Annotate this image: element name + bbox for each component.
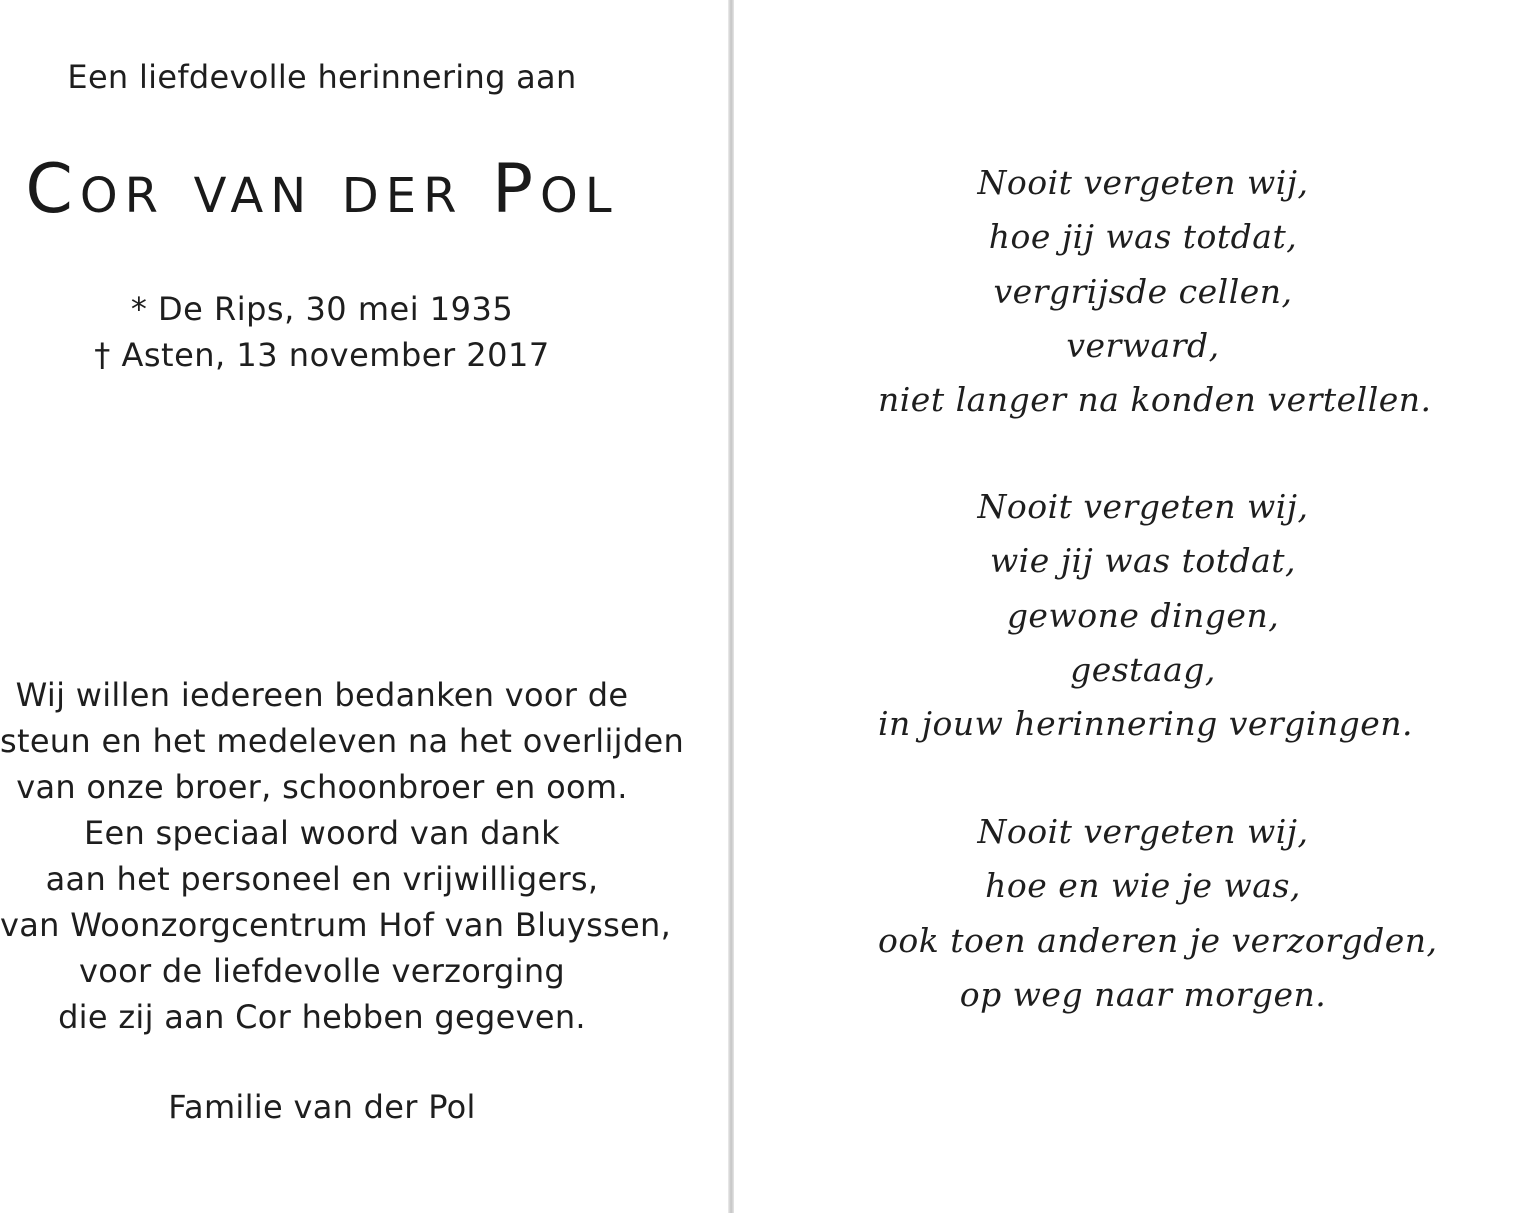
- life-dates: [0, 286, 644, 378]
- poem-line: ook toen anderen je verzorgden,: [878, 920, 1438, 960]
- thanks-line: aan het personeel en vrijwilligers,: [45, 860, 599, 898]
- poem-line: Nooit vergeten wij,: [977, 812, 1309, 851]
- thanks-line: steun en het medeleven na het overlijden: [0, 722, 685, 760]
- poem-stanza-2: [878, 480, 1414, 751]
- poem-stanza-1: [878, 156, 1432, 427]
- left-panel: [0, 0, 726, 1213]
- poem-line: verward,: [1066, 325, 1220, 365]
- card-fold-line: [728, 0, 734, 1213]
- poem-line: Nooit vergeten wij,: [977, 487, 1309, 526]
- deceased-name: Cor van der Pol: [25, 150, 619, 229]
- poem-stanza-3: [878, 805, 1438, 1022]
- poem-line: hoe jij was totdat,: [988, 217, 1298, 257]
- poem-line: hoe en wie je was,: [985, 866, 1301, 906]
- thanks-line: Een speciaal woord van dank: [83, 814, 561, 852]
- poem-line: op weg naar morgen.: [959, 974, 1327, 1014]
- birth-line: * De Rips, 30 mei 1935: [130, 290, 514, 328]
- poem-line: in jouw herinnering vergingen.: [878, 704, 1414, 744]
- intro-text: Een liefdevolle herinnering aan: [67, 58, 577, 96]
- thanks-message: [0, 672, 685, 1040]
- thanks-line: van Woonzorgcentrum Hof van Bluyssen,: [0, 906, 672, 944]
- thanks-line: die zij aan Cor hebben gegeven.: [58, 998, 586, 1036]
- family-signature: Familie van der Pol: [168, 1088, 476, 1126]
- poem-line: gewone dingen,: [1006, 595, 1280, 635]
- thanks-line: voor de liefdevolle verzorging: [78, 952, 566, 990]
- poem-line: Nooit vergeten wij,: [977, 163, 1309, 202]
- right-panel: [738, 0, 1538, 1213]
- poem-line: gestaag,: [1070, 649, 1216, 689]
- thanks-line: van onze broer, schoonbroer en oom.: [16, 768, 628, 806]
- death-line: † Asten, 13 november 2017: [94, 336, 550, 374]
- thanks-line: Wij willen iedereen bedanken voor de: [15, 676, 629, 714]
- poem-line: wie jij was totdat,: [989, 541, 1297, 581]
- poem-line: niet langer na konden vertellen.: [878, 380, 1432, 420]
- poem-line: vergrijsde cellen,: [993, 271, 1293, 311]
